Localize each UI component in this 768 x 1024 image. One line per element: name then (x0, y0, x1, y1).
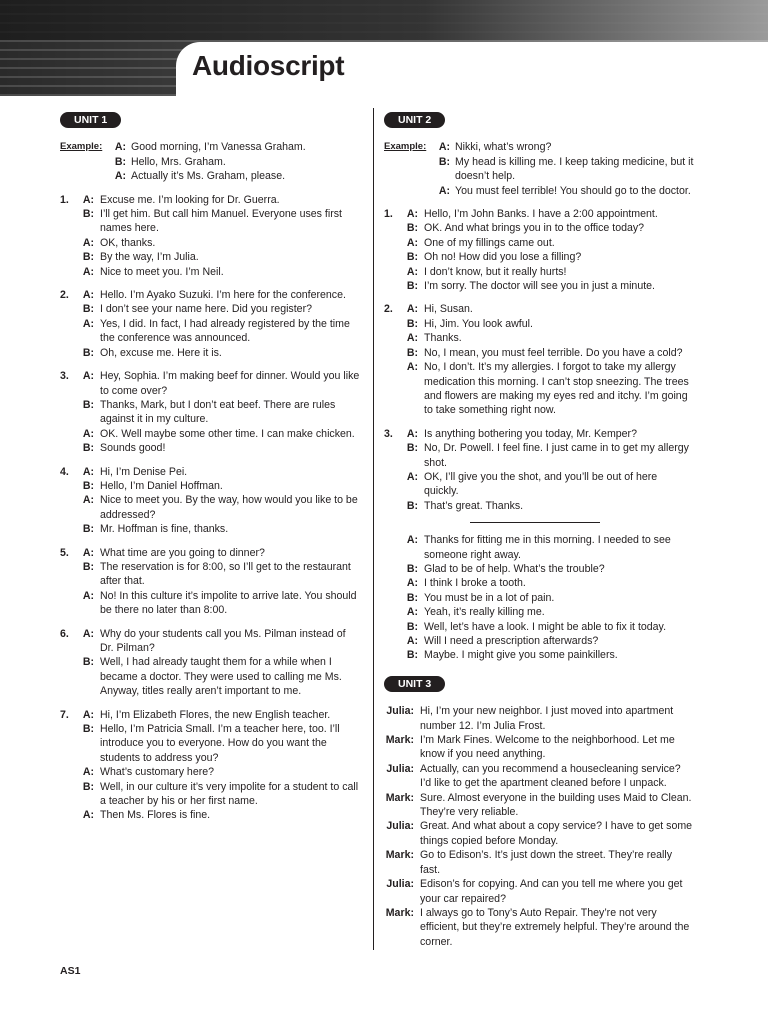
dialogue-line (60, 427, 360, 441)
page-number: AS1 (60, 965, 81, 977)
speaker-label: A: (82, 427, 94, 440)
dialogue-line (60, 546, 360, 560)
dialogue-line (60, 589, 360, 618)
dialogue-line (384, 207, 694, 221)
example-label: Example: (384, 141, 427, 153)
speaker-label: B: (406, 562, 418, 575)
speaker-label: A: (406, 577, 418, 590)
speaker-label: A: (406, 606, 418, 619)
item-number (384, 634, 400, 648)
page-title: Audioscript (192, 50, 345, 81)
dialogue-text: Glad to be of help. What’s the trouble? (424, 562, 605, 575)
dialogue-line (60, 780, 360, 809)
speaker-label: A: (406, 361, 418, 374)
dialogue-item (384, 207, 694, 293)
item-number (384, 360, 400, 418)
item-number (60, 427, 76, 441)
dialogue-text: I’m sorry. The doctor will see you in just a minute. (424, 280, 655, 293)
speaker-label: B: (82, 346, 94, 359)
example-block (384, 140, 694, 198)
speaker-label: A: (406, 265, 418, 278)
dialogue-text: Hey, Sophia. I’m making beef for dinner. Would you like to come over? (100, 370, 360, 397)
dialogue-text: What’s customary here? (100, 766, 215, 779)
item-number (60, 317, 76, 346)
item-number (60, 560, 76, 589)
dialogue-text: My head is killing me. I keep taking medicine, but it doesn’t help. (455, 155, 694, 183)
dialogue-line (60, 236, 360, 250)
speaker-label: A: (406, 534, 418, 547)
speaker-label: B: (82, 251, 94, 264)
speaker-label: B: (82, 442, 94, 455)
speaker-label: Julia: (386, 820, 414, 833)
item-number: 1. (384, 208, 393, 221)
dialogue-item (384, 302, 694, 417)
dialogue-text: Sounds good! (100, 442, 166, 455)
item-number: 5. (60, 546, 69, 559)
item-number (384, 441, 400, 470)
speaker-label: A: (82, 193, 94, 206)
dialogue-line (384, 236, 694, 250)
dialogue-line (60, 722, 360, 765)
dialogue-line (384, 877, 694, 906)
dialogue-text: Will I need a prescription afterwards? (424, 635, 599, 647)
item-number (384, 250, 400, 264)
dialogue-line (60, 479, 360, 493)
section-separator (470, 522, 600, 523)
header-shade (0, 0, 768, 40)
item-number (384, 648, 400, 662)
dialogue-line (384, 591, 694, 605)
speaker-label: B: (406, 620, 418, 633)
dialogue-text: Why do your students call you Ms. Pilman instead of Dr. Pilman? (100, 627, 346, 654)
example-line (384, 140, 694, 154)
dialogue-line (60, 317, 360, 346)
speaker-label: A: (438, 184, 450, 197)
unit-1-badge: UNIT 1 (60, 112, 121, 128)
dialogue-text: OK. And what brings you in to the office today? (424, 222, 645, 235)
dialogue-line (60, 522, 360, 536)
dialogue-line (384, 265, 694, 279)
dialogue-text: Actually it’s Ms. Graham, please. (131, 170, 286, 183)
dialogue-text: Edison’s for copying. And can you tell me where you get your car repaired? (420, 878, 683, 905)
item-number (384, 331, 400, 345)
dialogue-line (384, 533, 694, 562)
dialogue-line (384, 427, 694, 441)
speaker-label: B: (82, 479, 94, 492)
dialogue-text: By the way, I’m Julia. (100, 251, 199, 264)
item-number (384, 317, 400, 331)
dialogue-text: Oh no! How did you lose a filling? (424, 251, 582, 264)
item-number (60, 346, 76, 360)
item-number (60, 441, 76, 455)
item-number: 4. (60, 465, 69, 478)
dialogue-text: OK, thanks. (100, 236, 156, 249)
item-number (384, 562, 400, 576)
dialogue-line (384, 279, 694, 293)
speaker-label: B: (438, 155, 450, 168)
dialogue-line (384, 762, 694, 791)
dialogue-line (60, 655, 360, 698)
speaker-label: B: (406, 442, 418, 455)
item-number (60, 302, 76, 316)
speaker-label: A: (406, 236, 418, 249)
dialogue-line (60, 302, 360, 316)
item-number (60, 398, 76, 427)
dialogue-text: Hi, I’m Denise Pei. (100, 465, 188, 478)
example-line (60, 155, 360, 169)
dialogue-text: What time are you going to dinner? (100, 546, 265, 559)
speaker-label: Julia: (386, 705, 414, 718)
example-line (60, 169, 360, 183)
speaker-label: A: (82, 289, 94, 302)
item-number (60, 479, 76, 493)
dialogue-text: Nikki, what’s wrong? (455, 141, 552, 154)
item-number (60, 655, 76, 698)
dialogue-text: No! In this culture it’s impolite to arrive late. You should be there no later than 8:00. (100, 589, 357, 617)
dialogue-text: You must be in a lot of pain. (424, 591, 555, 604)
dialogue-text: I think I broke a tooth. (424, 577, 526, 590)
item-number: 1. (60, 193, 69, 206)
dialogue-text: Hi, I’m Elizabeth Flores, the new English teacher. (100, 708, 331, 721)
dialogue-text: Mr. Hoffman is fine, thanks. (100, 523, 229, 536)
item-number (384, 620, 400, 634)
dialogue-line (384, 576, 694, 590)
dialogue-text: Yes, I did. In fact, I had already registered by the time the conference was announced. (100, 317, 350, 345)
dialogue-line (60, 369, 360, 398)
example-block (60, 140, 360, 183)
dialogue-item (60, 193, 360, 279)
dialogue-text: I don’t see your name here. Did you register? (100, 303, 312, 316)
header-banner (0, 0, 768, 96)
item-number: 7. (60, 708, 69, 721)
speaker-label: A: (82, 627, 94, 640)
item-number: 2. (60, 289, 69, 302)
item-number (60, 207, 76, 236)
item-number (60, 808, 76, 822)
dialogue-line (384, 848, 694, 877)
speaker-label: Mark: (385, 734, 414, 747)
dialogue-text: I always go to Tony’s Auto Repair. They’re not very efficient, but they’re extremely helpful. They’re around the corner. (420, 906, 690, 948)
dialogue-line (384, 704, 694, 733)
dialogue-text: Hello, I’m Daniel Hoffman. (100, 479, 223, 492)
example-line (384, 155, 694, 184)
item-number (60, 722, 76, 765)
speaker-label: A: (406, 635, 418, 647)
dialogue-list (60, 193, 360, 823)
speaker-label: B: (406, 317, 418, 330)
item-number (60, 493, 76, 522)
item-number (60, 780, 76, 809)
dialogue-line (60, 250, 360, 264)
dialogue-line (60, 288, 360, 302)
dialogue-text: No, I mean, you must feel terrible. Do you have a cold? (424, 346, 683, 359)
dialogue-line (384, 317, 694, 331)
dialogue-list (384, 207, 694, 663)
speaker-label: B: (82, 560, 94, 573)
dialogue-text: Yeah, it’s really killing me. (424, 606, 545, 619)
dialogue-text: I’ll get him. But call him Manuel. Everyone uses first names here. (100, 208, 342, 235)
item-number (60, 250, 76, 264)
dialogue-line (60, 627, 360, 656)
speaker-label: A: (406, 208, 418, 221)
dialogue-line (384, 360, 694, 418)
speaker-label: B: (82, 723, 94, 736)
dialogue-text: Excuse me. I’m looking for Dr. Guerra. (100, 193, 280, 206)
dialogue-line (384, 819, 694, 848)
example-line (60, 140, 360, 154)
dialogue-text: Sure. Almost everyone in the building uses Maid to Clean. They’re very reliable. (420, 791, 692, 819)
dialogue-text: Thanks for fitting me in this morning. I needed to see someone right away. (424, 534, 671, 561)
dialogue-text: That’s great. Thanks. (424, 499, 524, 512)
item-number (384, 221, 400, 235)
dialogue-text: Well, in our culture it’s very impolite for a student to call a teacher by his or her first name. (100, 780, 359, 808)
dialogue-line (384, 634, 694, 648)
unit-2-badge: UNIT 2 (384, 112, 445, 128)
speaker-label: A: (82, 265, 94, 278)
dialogue-line (60, 398, 360, 427)
dialogue-text: Actually, can you recommend a housecleaning service? I’d like to get the apartment cleaned before I unpack. (420, 762, 681, 790)
speaker-label: A: (406, 303, 418, 316)
item-number: 3. (384, 427, 393, 440)
dialogue-item (60, 465, 360, 537)
dialogue-text: Thanks. (424, 332, 462, 345)
dialogue-line (384, 791, 694, 820)
dialogue-text: Hi, Susan. (424, 303, 473, 316)
dialogue-line (384, 620, 694, 634)
right-column (384, 108, 694, 949)
indent (384, 155, 432, 184)
item-number (384, 605, 400, 619)
speaker-label: A: (82, 809, 94, 822)
dialogue-line (384, 441, 694, 470)
example-line (384, 184, 694, 198)
dialogue-text: Great. And what about a copy service? I have to get some things copied before Monday. (420, 820, 693, 847)
speaker-label: B: (82, 303, 94, 316)
dialogue-line (60, 346, 360, 360)
dialogue-text: Nice to meet you. I’m Neil. (100, 265, 224, 278)
speaker-label: Mark: (385, 906, 414, 919)
speaker-label: A: (114, 141, 126, 154)
dialogue-text: Nice to meet you. By the way, how would you like to be addressed? (100, 494, 358, 521)
speaker-label: Mark: (385, 849, 414, 862)
dialogue-line (384, 331, 694, 345)
speaker-label: Mark: (385, 791, 414, 804)
item-number: 3. (60, 370, 69, 383)
speaker-label: B: (82, 523, 94, 536)
speaker-label: A: (82, 589, 94, 602)
dialogue-line (384, 470, 694, 499)
dialogue-line (60, 441, 360, 455)
speaker-label: B: (406, 346, 418, 359)
speaker-label: A: (82, 546, 94, 559)
dialogue-text: OK, I’ll give you the shot, and you’ll be out of here quickly. (424, 470, 658, 498)
item-number (384, 499, 400, 513)
dialogue-text: Thanks, Mark, but I don’t eat beef. There are rules against it in my culture. (100, 398, 336, 426)
dialogue-text: Hello, I’m Patricia Small. I’m a teacher here, too. I’ll introduce you to everyone. How do you want the students to address you? (100, 723, 340, 764)
dialogue-line (384, 906, 694, 949)
speaker-label: A: (82, 317, 94, 330)
speaker-label: Julia: (386, 878, 414, 891)
speaker-label: A: (438, 141, 450, 154)
dialogue-line (60, 808, 360, 822)
dialogue-line (384, 605, 694, 619)
speaker-label: Julia: (386, 762, 414, 775)
dialogue-text: Maybe. I might give you some painkillers. (424, 649, 618, 662)
dialogue-text: Go to Edison’s. It’s just down the street. They’re really fast. (420, 849, 673, 876)
unit-3-dialogue (384, 704, 694, 949)
dialogue-line (384, 302, 694, 316)
speaker-label: B: (82, 656, 94, 669)
dialogue-text: Good morning, I’m Vanessa Graham. (131, 141, 306, 154)
dialogue-line (384, 346, 694, 360)
speaker-label: A: (82, 465, 94, 478)
item-number (60, 765, 76, 779)
item-number (384, 591, 400, 605)
example-label: Example: (60, 141, 103, 153)
dialogue-item (384, 427, 694, 513)
speaker-label: B: (406, 499, 418, 512)
item-number (384, 279, 400, 293)
item-number (384, 470, 400, 499)
item-number (384, 265, 400, 279)
dialogue-line (60, 265, 360, 279)
left-column (60, 108, 360, 832)
dialogue-line (384, 499, 694, 513)
dialogue-item (60, 288, 360, 360)
speaker-label: B: (114, 155, 126, 168)
speaker-label: B: (82, 208, 94, 221)
dialogue-text: One of my fillings came out. (424, 236, 555, 249)
dialogue-line (60, 465, 360, 479)
dialogue-text: Hi, I’m your new neighbor. I just moved into apartment number 12. I’m Julia Frost. (420, 705, 674, 732)
dialogue-item (384, 533, 694, 663)
item-number (60, 522, 76, 536)
item-number (60, 589, 76, 618)
dialogue-line (60, 708, 360, 722)
item-number (384, 346, 400, 360)
dialogue-line (60, 765, 360, 779)
dialogue-item (60, 627, 360, 699)
dialogue-text: Hello, Mrs. Graham. (131, 155, 226, 168)
speaker-label: A: (82, 236, 94, 249)
dialogue-line (60, 207, 360, 236)
speaker-label: A: (82, 708, 94, 721)
item-number (384, 236, 400, 250)
speaker-label: B: (406, 280, 418, 293)
speaker-label: A: (82, 766, 94, 779)
item-number (60, 265, 76, 279)
dialogue-text: I don’t know, but it really hurts! (424, 265, 567, 278)
dialogue-text: Hello. I’m Ayako Suzuki. I’m here for the conference. (100, 289, 346, 302)
item-number: 6. (60, 627, 69, 640)
dialogue-item (60, 708, 360, 823)
dialogue-line (60, 560, 360, 589)
indent (60, 169, 108, 183)
dialogue-text: Oh, excuse me. Here it is. (100, 346, 222, 359)
dialogue-line (384, 562, 694, 576)
item-number: 2. (384, 303, 393, 316)
speaker-label: A: (406, 332, 418, 345)
dialogue-item (60, 546, 360, 618)
item-number (384, 576, 400, 590)
indent (60, 155, 108, 169)
dialogue-text: You must feel terrible! You should go to the doctor. (455, 184, 691, 197)
dialogue-text: Hello, I’m John Banks. I have a 2:00 appointment. (424, 208, 658, 221)
dialogue-text: Then Ms. Flores is fine. (100, 809, 211, 822)
dialogue-line (384, 648, 694, 662)
item-number (60, 236, 76, 250)
dialogue-text: Is anything bothering you today, Mr. Kemper? (424, 427, 637, 440)
indent (384, 184, 432, 198)
dialogue-line (384, 733, 694, 762)
dialogue-text: Well, let’s have a look. I might be able to fix it today. (424, 620, 667, 633)
speaker-label: B: (406, 251, 418, 264)
speaker-label: A: (406, 470, 418, 483)
dialogue-line (60, 193, 360, 207)
dialogue-text: OK. Well maybe some other time. I can make chicken. (100, 427, 355, 440)
dialogue-item (60, 369, 360, 455)
dialogue-text: I’m Mark Fines. Welcome to the neighborhood. Let me know if you need anything. (420, 734, 675, 761)
dialogue-text: Hi, Jim. You look awful. (424, 317, 533, 330)
dialogue-text: No, I don’t. It’s my allergies. I forgot to take my allergy medication this morning. I can’t stop sneezing. The trees and flowers are making my eyes red and itchy. I’m going to take something right now. (424, 361, 689, 417)
item-number (384, 533, 400, 562)
speaker-label: B: (406, 222, 418, 235)
speaker-label: A: (406, 427, 418, 440)
dialogue-line (384, 221, 694, 235)
speaker-label: B: (82, 780, 94, 793)
speaker-label: A: (82, 494, 94, 507)
dialogue-text: No, Dr. Powell. I feel fine. I just came in to get my allergy shot. (424, 442, 689, 469)
speaker-label: A: (82, 370, 94, 383)
dialogue-line (60, 493, 360, 522)
dialogue-text: Well, I had already taught them for a while when I became a doctor. They were used to calling me Ms. Anyway, titles really aren’t important to me. (100, 656, 342, 698)
speaker-label: B: (406, 649, 418, 662)
speaker-label: B: (82, 398, 94, 411)
dialogue-text: The reservation is for 8:00, so I’ll get to the restaurant after that. (100, 560, 351, 588)
speaker-label: B: (406, 591, 418, 604)
speaker-label: A: (114, 170, 126, 183)
dialogue-line (384, 250, 694, 264)
unit-3-badge: UNIT 3 (384, 676, 445, 692)
